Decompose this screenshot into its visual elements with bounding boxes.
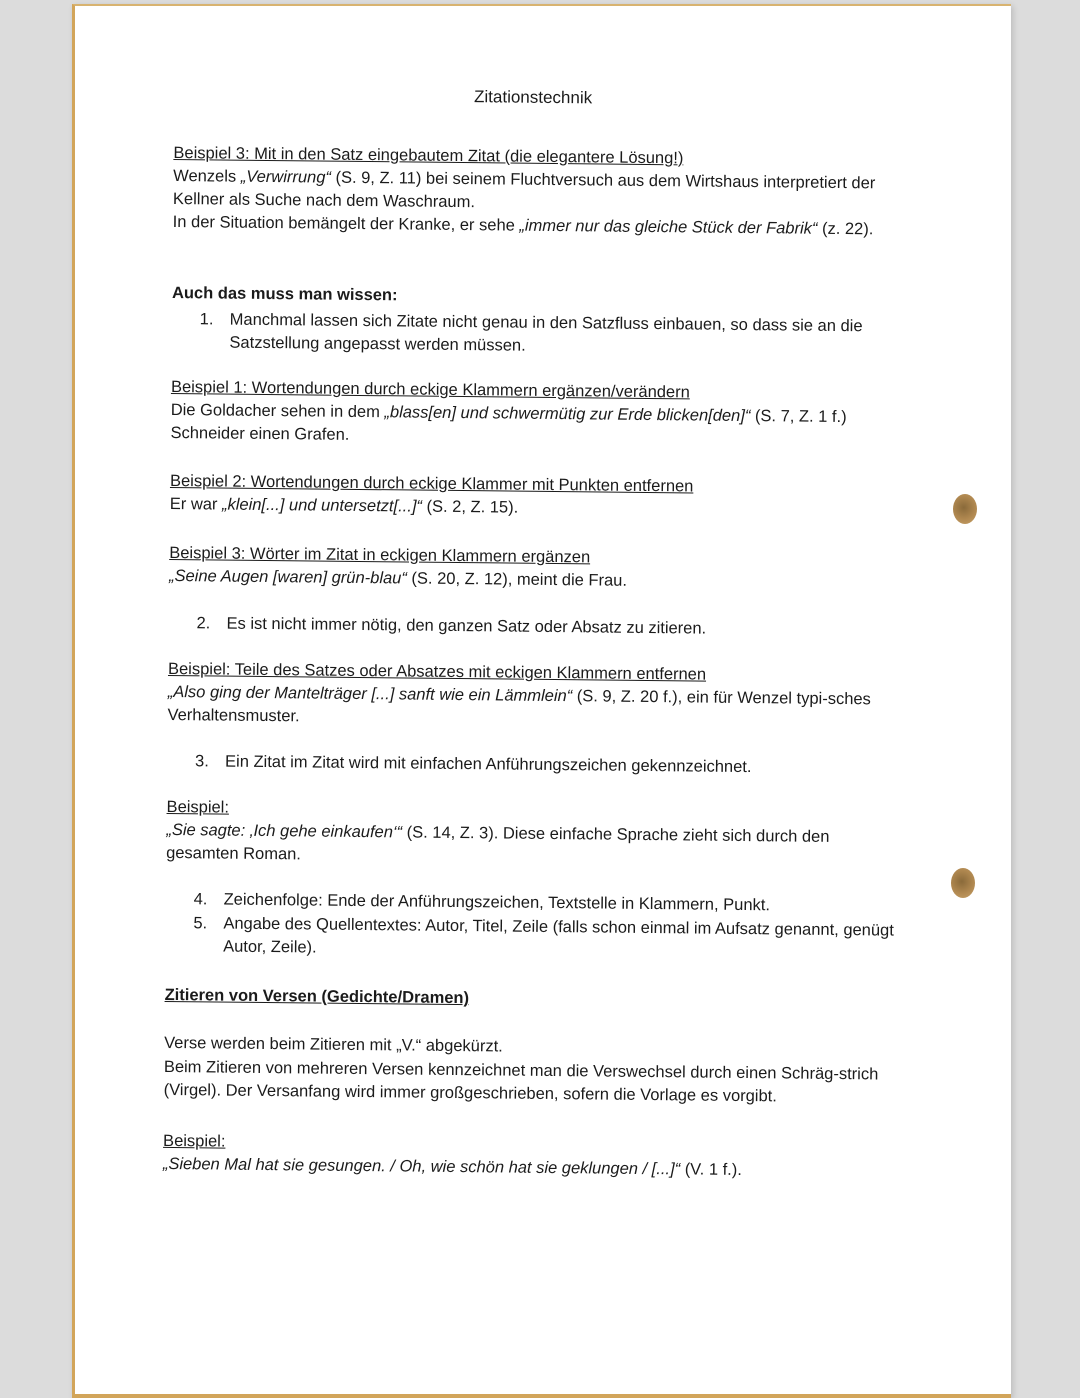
example-heading: Beispiel 3: Mit in den Satz eingebautem Zitat (die elegantere Lösung!) — [173, 143, 684, 168]
section-heading: Auch das muss man wissen: — [171, 283, 398, 305]
list-item-1: 1. Manchmal lassen sich Zitate nicht genau in den Satzfluss einbauen, so dass sie an die Satzstellung angepasst werden müssen. — [199, 310, 863, 355]
list-item-3: 3. Ein Zitat im Zitat wird mit einfachen Anführungszeichen gekennzeichnet. — [194, 752, 752, 777]
document-content — [162, 6, 895, 1179]
verse-paragraph-1: Verse werden beim Zitieren mit „V.“ abgekürzt. — [164, 1033, 503, 1056]
punch-hole-lower — [951, 868, 975, 898]
example-text: „Also ging der Mantelträger [...] sanft wie ein Lämmlein“ (S. 9, Z. 20 f.), ein für Wenzel typi-sches Verhaltensmuster. — [167, 682, 871, 726]
section-heading-verse: Zitieren von Versen (Gedichte/Dramen) — [164, 985, 470, 1008]
verse-paragraph-2: Beim Zitieren von mehreren Versen kennzeichnet man die Verswechsel durch einen Schräg-strich (Virgel). Der Versanfang wird immer großgeschrieben, sofern die Vorlage es vorgibt. — [163, 1057, 879, 1106]
list-item-4: 4. Zeichenfolge: Ende der Anführungszeichen, Textstelle in Klammern, Punkt. — [193, 890, 771, 915]
list-item-5: 5. Angabe des Quellentextes: Autor, Titel, Zeile (falls schon einmal im Aufsatz genannt, genügt Autor, Zeile). — [193, 914, 894, 957]
example-heading: Beispiel: — [166, 797, 230, 817]
list-item-2: 2. Es ist nicht immer nötig, den ganzen Satz oder Absatz zu zitieren. — [196, 614, 707, 638]
example-text: Wenzels „Verwirrung“ (S. 9, Z. 11) bei seinem Fluchtversuch aus dem Wirtshaus interpretiert der Kellner als Suche nach dem Waschraum. — [172, 166, 876, 212]
example-4 — [167, 658, 888, 735]
example-embedded-quote — [173, 142, 894, 242]
example-heading: Beispiel 3: Wörter im Zitat in eckigen Klammern ergänzen — [169, 543, 591, 567]
example-5 — [166, 796, 887, 873]
example-text: „Seine Augen [waren] grün-blau“ (S. 20, Z. 12), meint die Frau. — [168, 566, 628, 590]
example-text: In der Situation bemängelt der Kranke, er sehe „immer nur das gleiche Stück der Fabrik“ (z. 22). — [172, 212, 874, 239]
verse-example — [163, 1130, 883, 1184]
example-text: Die Goldacher sehen in dem „blass[en] und schwermütig zur Erde blicken[den]“ (S. 7, Z. 1 f.) Schneider einen Grafen. — [170, 400, 847, 444]
example-3 — [169, 542, 889, 596]
page-title: Zitationstechnik — [473, 87, 593, 108]
example-2 — [170, 470, 890, 524]
example-heading: Beispiel 2: Wortendungen durch eckige Klammer mit Punkten entfernen — [169, 471, 694, 496]
example-text: Er war „klein[...] und untersetzt[...]“ (S. 2, Z. 15). — [169, 494, 519, 517]
punch-hole-upper — [953, 494, 977, 524]
example-heading: Beispiel 1: Wortendungen durch eckige Klammern ergänzen/verändern — [170, 377, 690, 402]
example-text: „Sieben Mal hat sie gesungen. / Oh, wie schön hat sie geklungen / [...]“ (V. 1 f.). — [162, 1154, 742, 1179]
example-heading: Beispiel: Teile des Satzes oder Absatzes mit eckigen Klammern entfernen — [167, 659, 707, 684]
example-text: „Sie sagte: ‚Ich gehe einkaufen‘“ (S. 14, Z. 3). Diese einfache Sprache zieht sich durch den gesamten Roman. — [166, 820, 830, 864]
example-heading: Beispiel: — [163, 1131, 226, 1151]
paper-sheet — [72, 4, 1011, 1398]
example-1 — [170, 376, 891, 453]
